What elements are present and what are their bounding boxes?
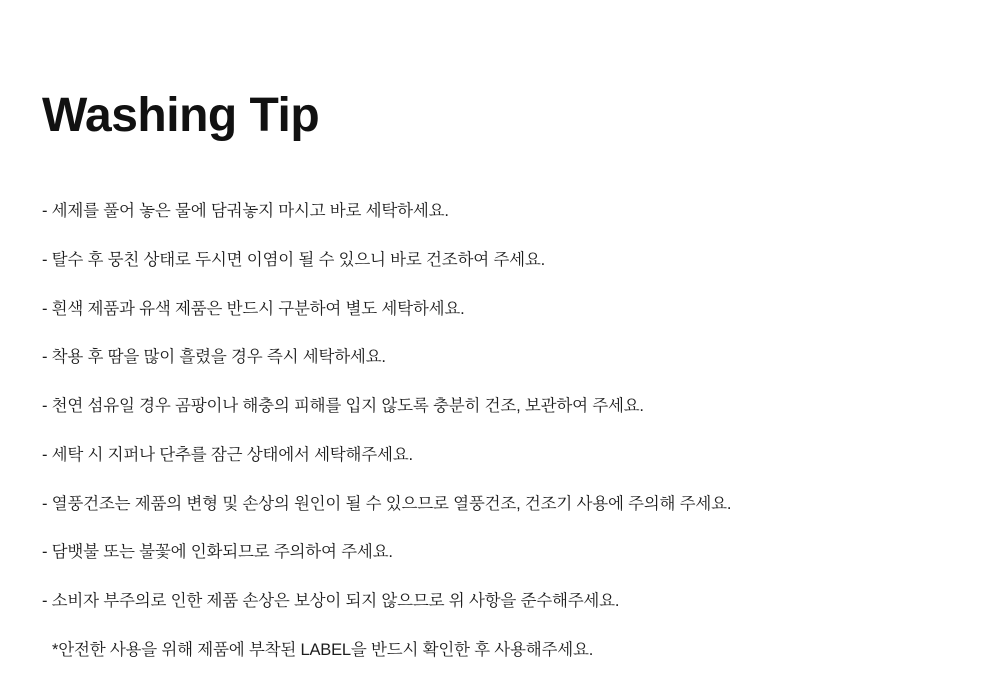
list-item: - 흰색 제품과 유색 제품은 반드시 구분하여 별도 세탁하세요.: [42, 299, 465, 318]
list-item: - 세탁 시 지퍼나 단추를 잠근 상태에서 세탁해주세요.: [42, 445, 413, 464]
list-item: - 착용 후 땀을 많이 흘렸을 경우 즉시 세탁하세요.: [42, 348, 386, 367]
page-title: Washing Tip: [42, 89, 320, 143]
list-item: - 세제를 풀어 놓은 물에 담궈놓지 마시고 바로 세탁하세요.: [42, 202, 449, 220]
list-item: - 소비자 부주의로 인한 제품 손상은 보상이 되지 않으므로 위 사항을 준수해주세요.: [42, 592, 620, 611]
list-item: - 담뱃불 또는 불꽃에 인화되므로 주의하여 주세요.: [42, 543, 393, 562]
list-item: - 천연 섬유일 경우 곰팡이나 해충의 피해를 입지 않도록 충분히 건조, 보관하여 주세요.: [42, 397, 644, 416]
safety-note: *안전한 사용을 위해 제품에 부착된 LABEL을 반드시 확인한 후 사용해주세요.: [52, 640, 594, 659]
washing-tip-list: [42, 200, 962, 661]
list-item: - 탈수 후 뭉친 상태로 두시면 이염이 될 수 있으니 바로 건조하여 주세요.: [42, 250, 545, 269]
list-item: - 열풍건조는 제품의 변형 및 손상의 원인이 될 수 있으므로 열풍건조, 건조기 사용에 주의해 주세요.: [42, 494, 732, 513]
